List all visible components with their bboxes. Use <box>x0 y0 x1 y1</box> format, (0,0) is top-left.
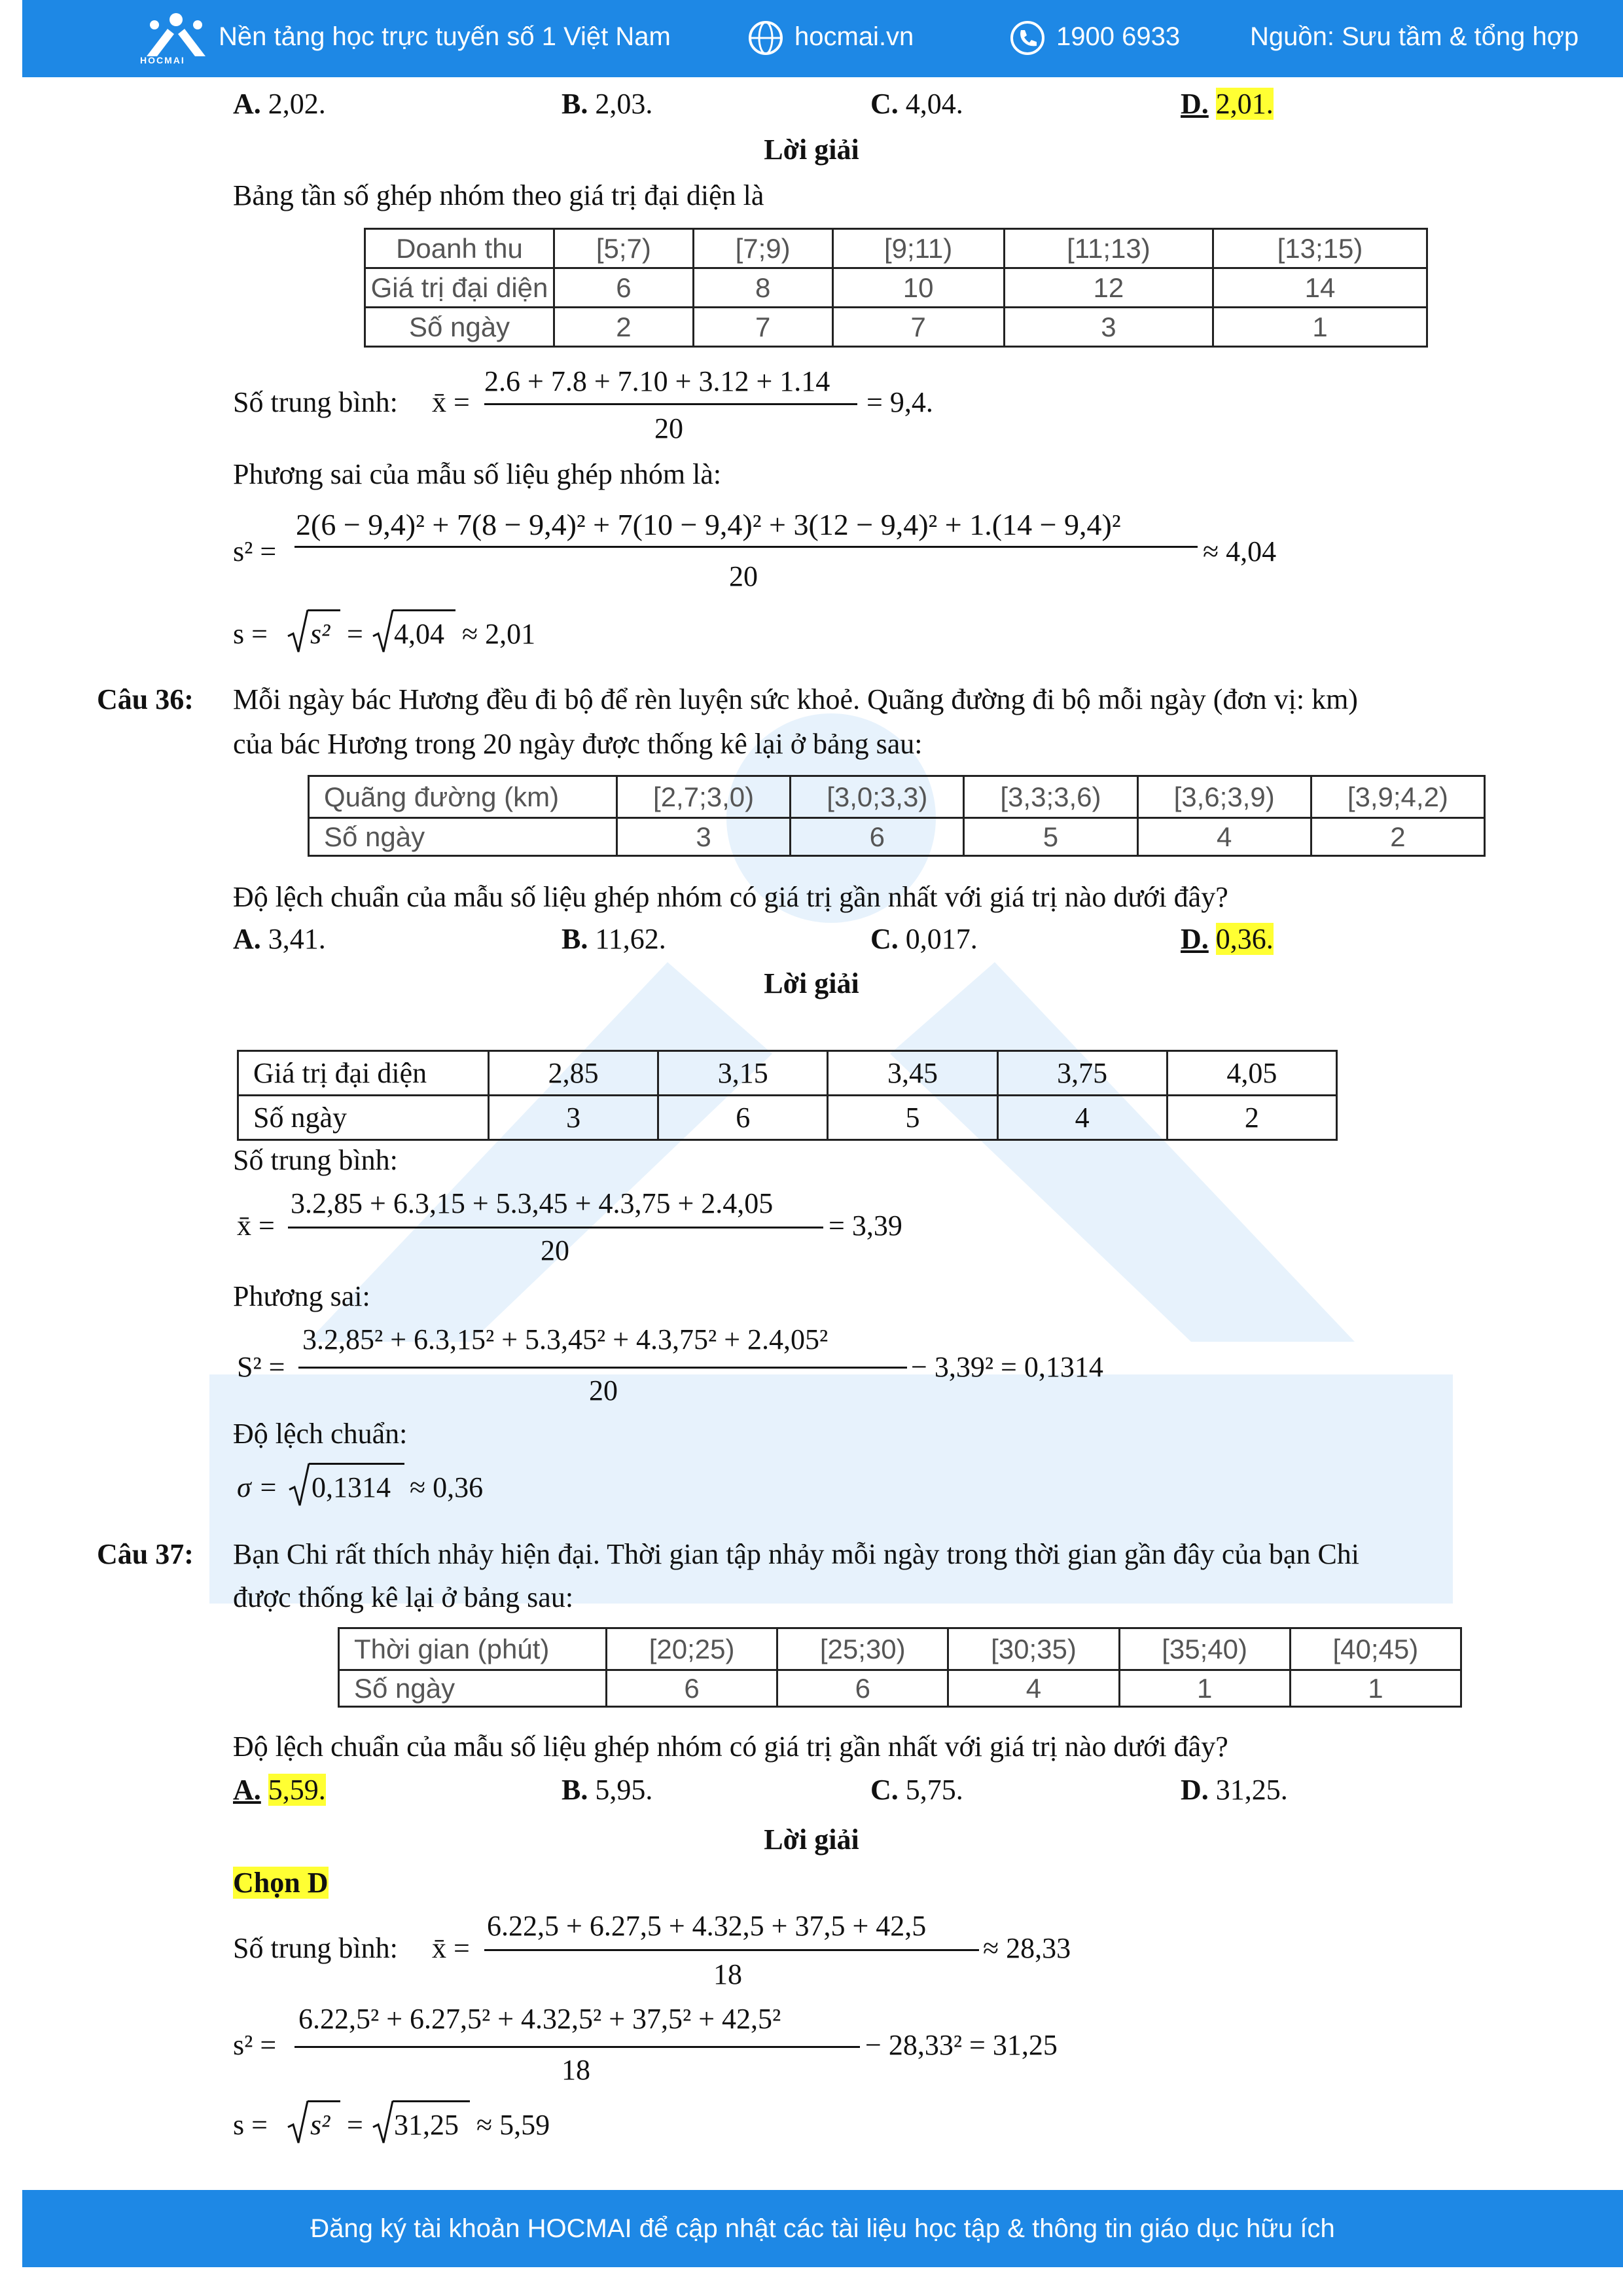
q35-sd-lhs: s = <box>233 618 268 650</box>
table-cell: [35;40) <box>1119 1628 1290 1670</box>
q37-sd-result: ≈ 5,59 <box>476 2109 550 2141</box>
table-cell: Số ngày <box>309 818 617 856</box>
sqrt-icon <box>288 1462 310 1508</box>
q36-variance-label: Phương sai: <box>233 1280 370 1312</box>
table-cell: 3,45 <box>828 1051 997 1096</box>
q35-mean-result: = 9,4. <box>866 386 933 418</box>
q37-mean-lhs: x̄ = <box>432 1932 470 1964</box>
q37-variance-lhs: s² = <box>233 2029 277 2061</box>
table-cell: 6 <box>554 268 694 308</box>
q35-mean-numerator: 2.6 + 7.8 + 7.10 + 3.12 + 1.14 <box>484 365 830 397</box>
table-cell: 5 <box>828 1096 997 1140</box>
q35-variance-numerator: 2(6 − 9,4)² + 7(8 − 9,4)² + 7(10 − 9,4)² + 3(12 − 9,4)² + 1.(14 − 9,4)² <box>296 508 1121 541</box>
table-cell: 6 <box>658 1096 828 1140</box>
q37-option-b: B. 5,95. <box>562 1774 653 1806</box>
header-slogan: Nền tảng học trực tuyến số 1 Việt Nam <box>219 22 671 51</box>
table-cell: 2 <box>554 308 694 347</box>
table-cell: Quãng đường (km) <box>309 776 617 818</box>
q36-variance-lhs: S² = <box>237 1351 285 1383</box>
table-cell: Giá trị đại diện <box>238 1051 489 1096</box>
globe-icon <box>747 20 784 56</box>
q37-label: Câu 37: <box>97 1538 194 1570</box>
table-cell: [3,9;4,2) <box>1311 776 1484 818</box>
q35-mean-denominator: 20 <box>654 412 683 444</box>
q35-sd-mid: = <box>347 618 363 650</box>
table-cell: 3 <box>617 818 791 856</box>
table-cell: 3,15 <box>658 1051 828 1096</box>
q35-variance-lhs: s² = <box>233 535 277 567</box>
table-cell: [5;7) <box>554 229 694 268</box>
q37-text-line2: được thống kê lại ở bảng sau: <box>233 1581 574 1613</box>
fraction-bar <box>484 403 857 405</box>
table-cell: 4,05 <box>1167 1051 1336 1096</box>
q36-variance-result: − 3,39² = 0,1314 <box>911 1351 1103 1383</box>
q37-option-c: C. 5,75. <box>870 1774 963 1806</box>
q36-question: Độ lệch chuẩn của mẫu số liệu ghép nhóm có giá trị gần nhất với giá trị nào dưới đây? <box>233 881 1228 913</box>
q36-representative-table <box>237 1050 1338 1141</box>
table-cell: Số ngày <box>365 308 554 347</box>
table-cell: [9;11) <box>832 229 1004 268</box>
table-cell: 4 <box>997 1096 1167 1140</box>
q37-solution-title: Lời giải <box>764 1823 859 1856</box>
q37-variance-result: − 28,33² = 31,25 <box>865 2029 1058 2061</box>
header-website-link[interactable]: hocmai.vn <box>794 22 914 51</box>
sqrt-icon <box>287 609 309 655</box>
header-source: Nguồn: Sưu tầm & tổng hợp <box>1250 22 1579 51</box>
table-cell: 2,85 <box>489 1051 658 1096</box>
table-cell: Số ngày <box>238 1096 489 1140</box>
radical-bar <box>393 2100 470 2102</box>
table-cell: [20;25) <box>607 1628 777 1670</box>
table-cell: 3 <box>1004 308 1213 347</box>
q37-mean-numerator: 6.22,5 + 6.27,5 + 4.32,5 + 37,5 + 42,5 <box>487 1910 927 1942</box>
q36-option-a: A. 3,41. <box>233 923 326 955</box>
sqrt-icon <box>287 2100 309 2145</box>
q37-sd-rad1: s² <box>310 2109 330 2141</box>
fraction-bar <box>294 546 1198 548</box>
q36-sd-rad: 0,1314 <box>312 1471 391 1503</box>
q36-label: Câu 36: <box>97 683 194 715</box>
table-cell: 3,75 <box>997 1051 1167 1096</box>
q37-text-line1: Bạn Chi rất thích nhảy hiện đại. Thời gian tập nhảy mỗi ngày trong thời gian gần đây của bạn Chi <box>233 1538 1360 1570</box>
table-cell: 4 <box>1137 818 1311 856</box>
q35-variance-result: ≈ 4,04 <box>1203 535 1277 567</box>
table-cell: [13;15) <box>1213 229 1427 268</box>
table-cell: 2 <box>1167 1096 1336 1140</box>
q36-mean-result: = 3,39 <box>829 1210 902 1242</box>
q37-mean-result: ≈ 28,33 <box>983 1932 1071 1964</box>
q36-sd-lhs: σ = <box>237 1471 278 1503</box>
table-cell: 6 <box>607 1670 777 1707</box>
table-cell: 2 <box>1311 818 1484 856</box>
table-cell: 4 <box>948 1670 1119 1707</box>
phone-icon <box>1009 20 1046 56</box>
q35-option-c: C. 4,04. <box>870 88 963 120</box>
table-cell: 8 <box>693 268 832 308</box>
sqrt-icon <box>372 609 394 655</box>
radical-bar <box>393 609 455 611</box>
header-phone[interactable]: 1900 6933 <box>1056 22 1181 51</box>
table-cell: [3,6;3,9) <box>1137 776 1311 818</box>
table-cell: [2,7;3,0) <box>617 776 791 818</box>
table-cell: 6 <box>791 818 964 856</box>
q37-data-table <box>338 1627 1462 1708</box>
page-footer[interactable]: Đăng ký tài khoản HOCMAI để cập nhật các tài liệu học tập & thông tin giáo dục hữu ích <box>22 2190 1623 2267</box>
q36-option-d: D. 0,36. <box>1181 923 1274 955</box>
q36-mean-denominator: 20 <box>541 1234 569 1266</box>
q36-mean-lhs: x̄ = <box>237 1210 275 1242</box>
table-cell: [11;13) <box>1004 229 1213 268</box>
q35-option-d: D. 2,01. <box>1181 88 1274 120</box>
table-cell: Doanh thu <box>365 229 554 268</box>
q36-variance-denominator: 20 <box>589 1374 618 1407</box>
q35-mean-label: Số trung bình: <box>233 386 398 418</box>
q36-option-b: B. 11,62. <box>562 923 666 955</box>
q37-option-d: D. 31,25. <box>1181 1774 1288 1806</box>
table-cell: [7;9) <box>693 229 832 268</box>
table-cell: 6 <box>777 1670 948 1707</box>
table-cell: 5 <box>964 818 1137 856</box>
q36-mean-numerator: 3.2,85 + 6.3,15 + 5.3,45 + 4.3,75 + 2.4,05 <box>291 1187 774 1219</box>
page-header <box>22 0 1623 77</box>
q35-variance-label: Phương sai của mẫu số liệu ghép nhóm là: <box>233 458 722 490</box>
sqrt-icon <box>372 2100 394 2145</box>
q35-option-b: B. 2,03. <box>562 88 653 120</box>
table-cell: 7 <box>693 308 832 347</box>
table-cell: 10 <box>832 268 1004 308</box>
table-cell: [25;30) <box>777 1628 948 1670</box>
q35-sd-rad2: 4,04 <box>394 618 444 650</box>
q35-sd-rad1: s² <box>310 618 330 650</box>
table-cell: [3,0;3,3) <box>791 776 964 818</box>
q37-variance-denominator: 18 <box>562 2054 590 2086</box>
q37-mean-denominator: 18 <box>713 1958 742 1990</box>
q35-frequency-table <box>364 228 1428 348</box>
q36-text-line1: Mỗi ngày bác Hương đều đi bộ để rèn luyện sức khoẻ. Quãng đường đi bộ mỗi ngày (đơn vị: km) <box>233 683 1358 715</box>
table-cell: 1 <box>1213 308 1427 347</box>
fraction-bar <box>294 2046 860 2048</box>
q36-sd-label: Độ lệch chuẩn: <box>233 1418 408 1450</box>
q35-option-a: A. 2,02. <box>233 88 326 120</box>
q35-mean-lhs: x̄ = <box>432 386 470 418</box>
fraction-bar <box>288 1227 823 1229</box>
q35-sd-result: ≈ 2,01 <box>462 618 536 650</box>
q37-question: Độ lệch chuẩn của mẫu số liệu ghép nhóm có giá trị gần nhất với giá trị nào dưới đây? <box>233 1731 1228 1763</box>
q36-text-line2: của bác Hương trong 20 ngày được thống kê lại ở bảng sau: <box>233 728 923 760</box>
q35-table-intro: Bảng tần số ghép nhóm theo giá trị đại diện là <box>233 179 764 211</box>
radical-bar <box>308 609 340 611</box>
table-cell: [30;35) <box>948 1628 1119 1670</box>
q35-variance-denominator: 20 <box>729 560 758 592</box>
radical-bar <box>308 2100 340 2102</box>
table-cell: 14 <box>1213 268 1427 308</box>
q37-option-a: A. 5,59. <box>233 1774 326 1806</box>
table-cell: 12 <box>1004 268 1213 308</box>
q37-choose-answer: Chọn D <box>233 1867 329 1899</box>
q37-sd-rad2: 31,25 <box>394 2109 459 2141</box>
q36-mean-label: Số trung bình: <box>233 1144 398 1176</box>
fraction-bar <box>484 1949 979 1951</box>
table-cell: Giá trị đại diện <box>365 268 554 308</box>
logo-text: HOCMAI <box>140 55 185 65</box>
table-cell: 1 <box>1290 1670 1461 1707</box>
q37-sd-mid: = <box>347 2109 363 2141</box>
q37-sd-lhs: s = <box>233 2109 268 2141</box>
q36-variance-numerator: 3.2,85² + 6.3,15² + 5.3,45² + 4.3,75² + 2.4,05² <box>302 1323 829 1355</box>
fraction-bar <box>298 1367 907 1369</box>
q37-variance-numerator: 6.22,5² + 6.27,5² + 4.32,5² + 37,5² + 42,5² <box>298 2003 781 2035</box>
q37-mean-label: Số trung bình: <box>233 1932 398 1964</box>
table-cell: [40;45) <box>1290 1628 1461 1670</box>
radical-bar <box>309 1463 404 1465</box>
q35-solution-title: Lời giải <box>764 134 859 166</box>
q36-solution-title: Lời giải <box>764 967 859 999</box>
table-cell: Thời gian (phút) <box>339 1628 607 1670</box>
table-cell: Số ngày <box>339 1670 607 1707</box>
q36-sd-result: ≈ 0,36 <box>410 1471 484 1503</box>
table-cell: [3,3;3,6) <box>964 776 1137 818</box>
q36-data-table <box>308 775 1486 857</box>
table-cell: 7 <box>832 308 1004 347</box>
table-cell: 1 <box>1119 1670 1290 1707</box>
q36-option-c: C. 0,017. <box>870 923 978 955</box>
table-cell: 3 <box>489 1096 658 1140</box>
